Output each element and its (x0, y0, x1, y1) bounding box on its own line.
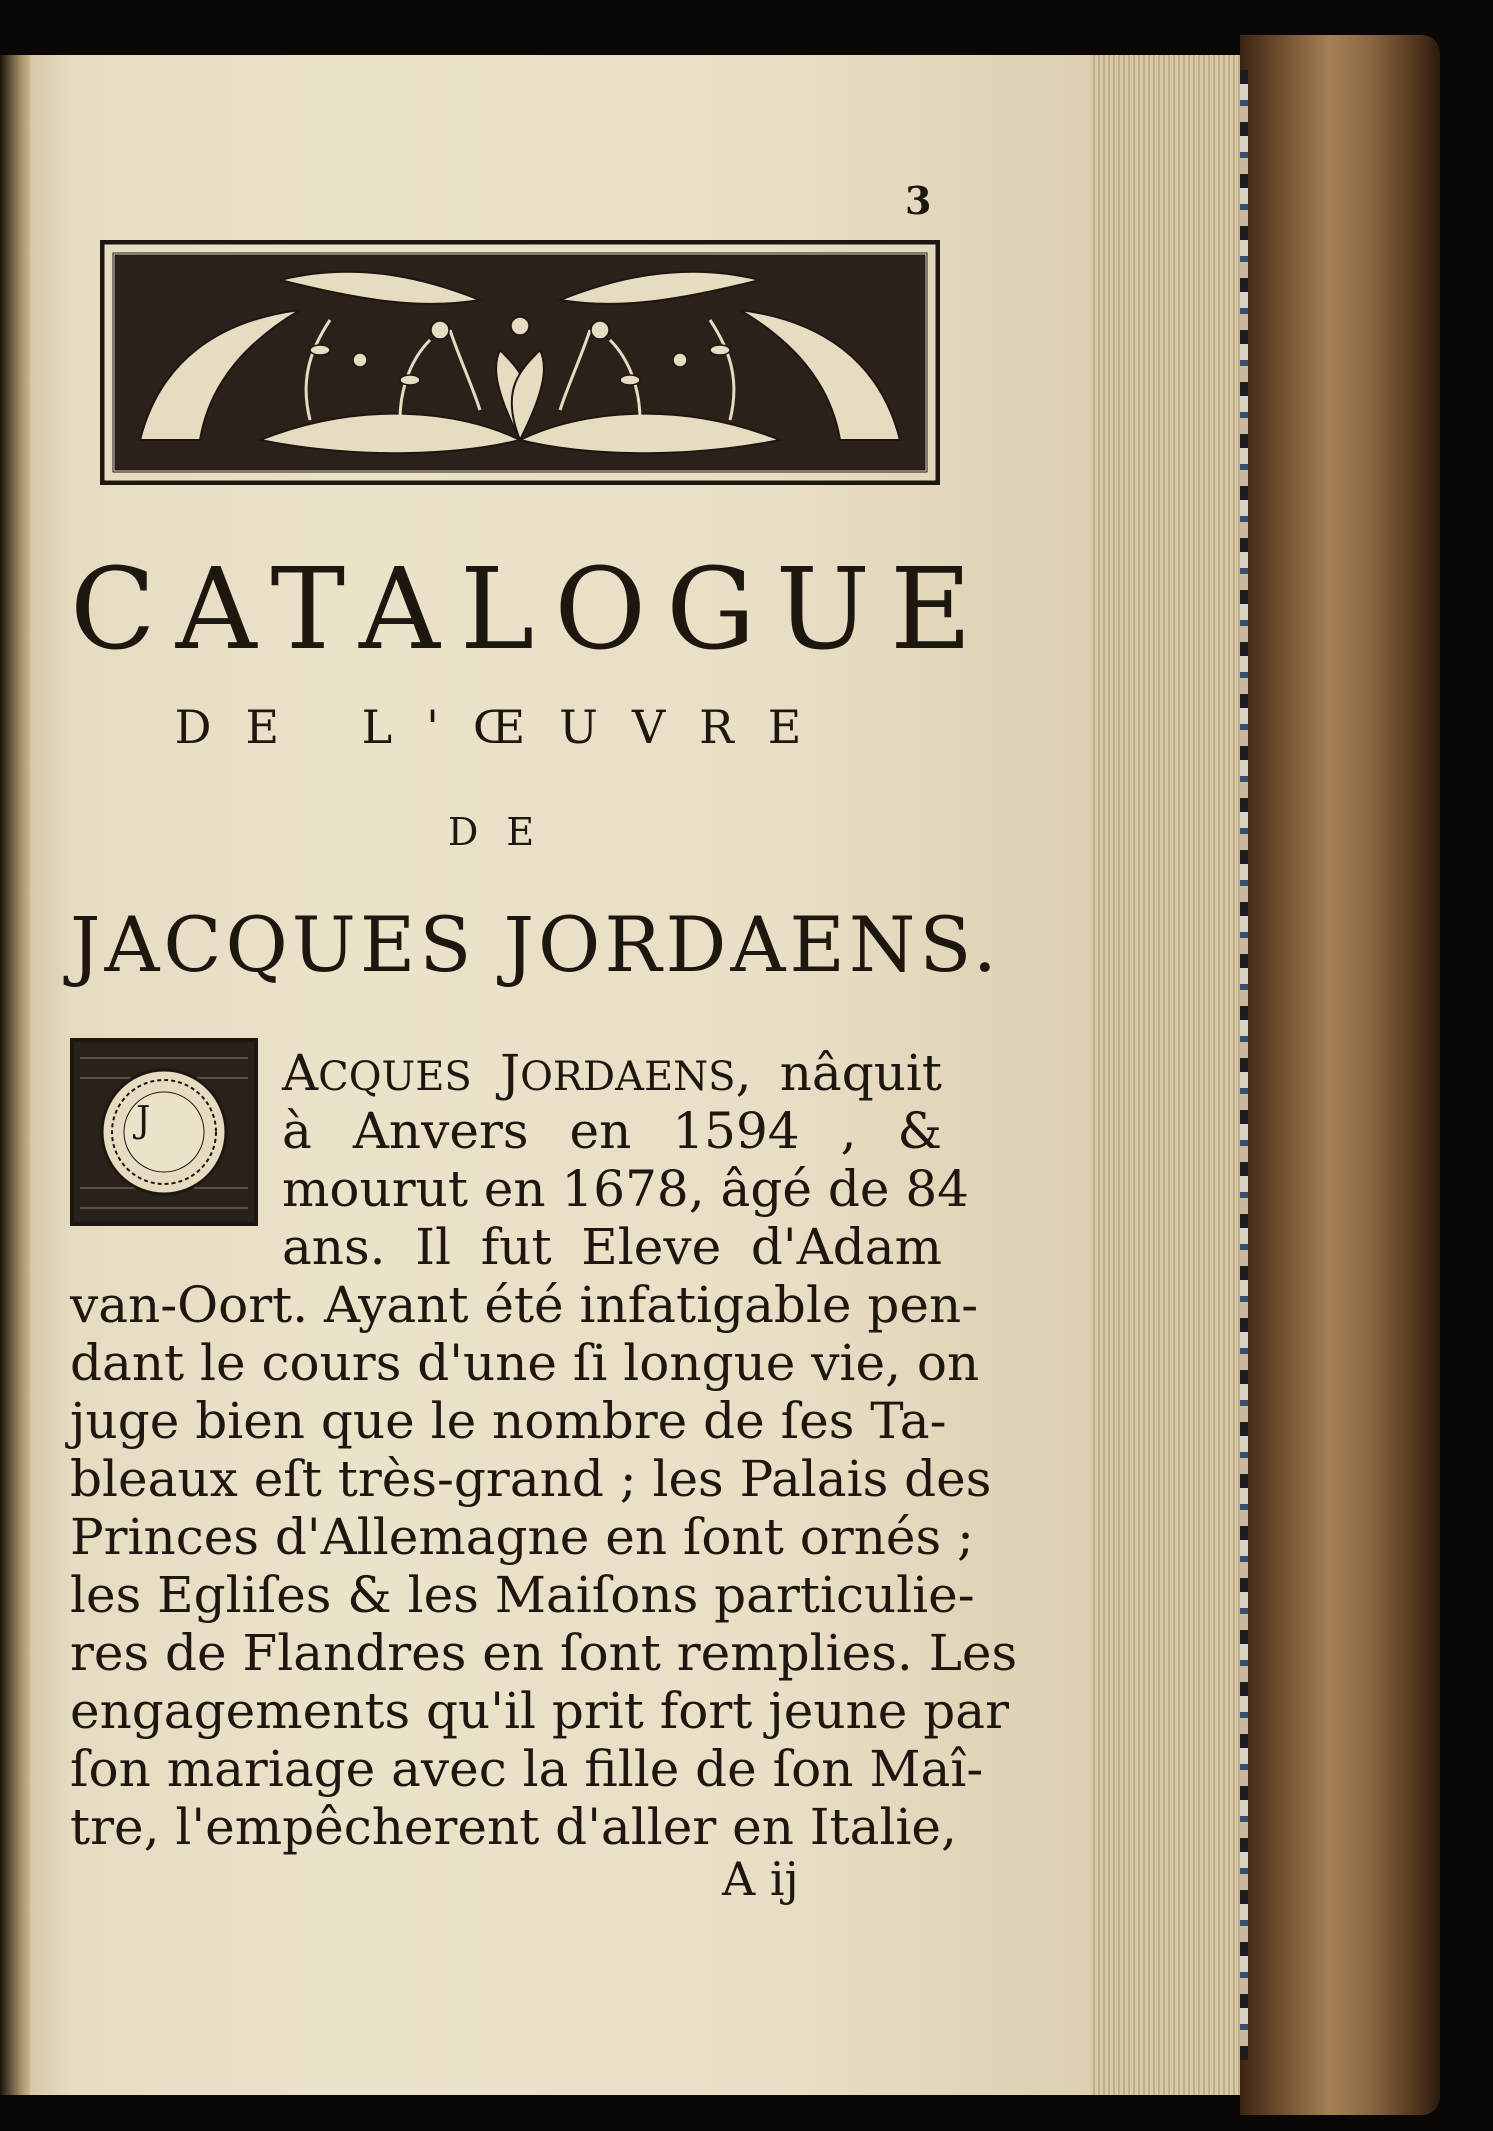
leather-cover (1240, 35, 1440, 2115)
text-line: mourut en 1678, âgé de 84 (282, 1160, 969, 1218)
text-line: ſon mariage avec la fille de ſon Maî- (70, 1740, 984, 1798)
drop-cap-letter: J (136, 1100, 151, 1141)
title-de: DE (447, 810, 563, 854)
text-line: bleaux eſt très-grand ; les Palais des (70, 1450, 992, 1508)
text-line: juge bien que le nombre de ſes Ta- (70, 1392, 947, 1450)
text-line: res de Flandres en ſont remplies. Les (70, 1624, 1018, 1682)
text-line: dant le cours d'une ſi longue vie, on (70, 1334, 980, 1392)
text-line: tre, l'empêcherent d'aller en Italie, (70, 1798, 957, 1856)
page-number: 3 (905, 178, 932, 223)
ornament-headpiece-icon (100, 240, 940, 485)
text-line: à Anvers en 1594 , & (282, 1102, 942, 1160)
text-line: engagements qu'il prit fort jeune par (70, 1682, 1009, 1740)
title-de-loeuvre: DE L'ŒUVRE (174, 700, 836, 754)
text-line: Princes d'Allemagne en ſont ornés ; (70, 1508, 974, 1566)
text-line: ACQUES JORDAENS, nâquit (282, 1044, 942, 1102)
title-jacques-jordaens: JACQUES JORDAENS. (70, 900, 1001, 989)
text-line: les Egliſes & les Maiſons particulie- (70, 1566, 975, 1624)
title-catalogue: CATALOGUE (70, 545, 992, 675)
text-line: van-Oort. Ayant été infatigable pen- (70, 1276, 979, 1334)
left-page-edge (0, 55, 30, 2095)
drop-cap-frame-icon (70, 1038, 258, 1226)
page-stack (1090, 55, 1240, 2095)
signature-mark: A ij (722, 1852, 799, 1906)
text-line: ans. Il fut Eleve d'Adam (282, 1218, 942, 1276)
